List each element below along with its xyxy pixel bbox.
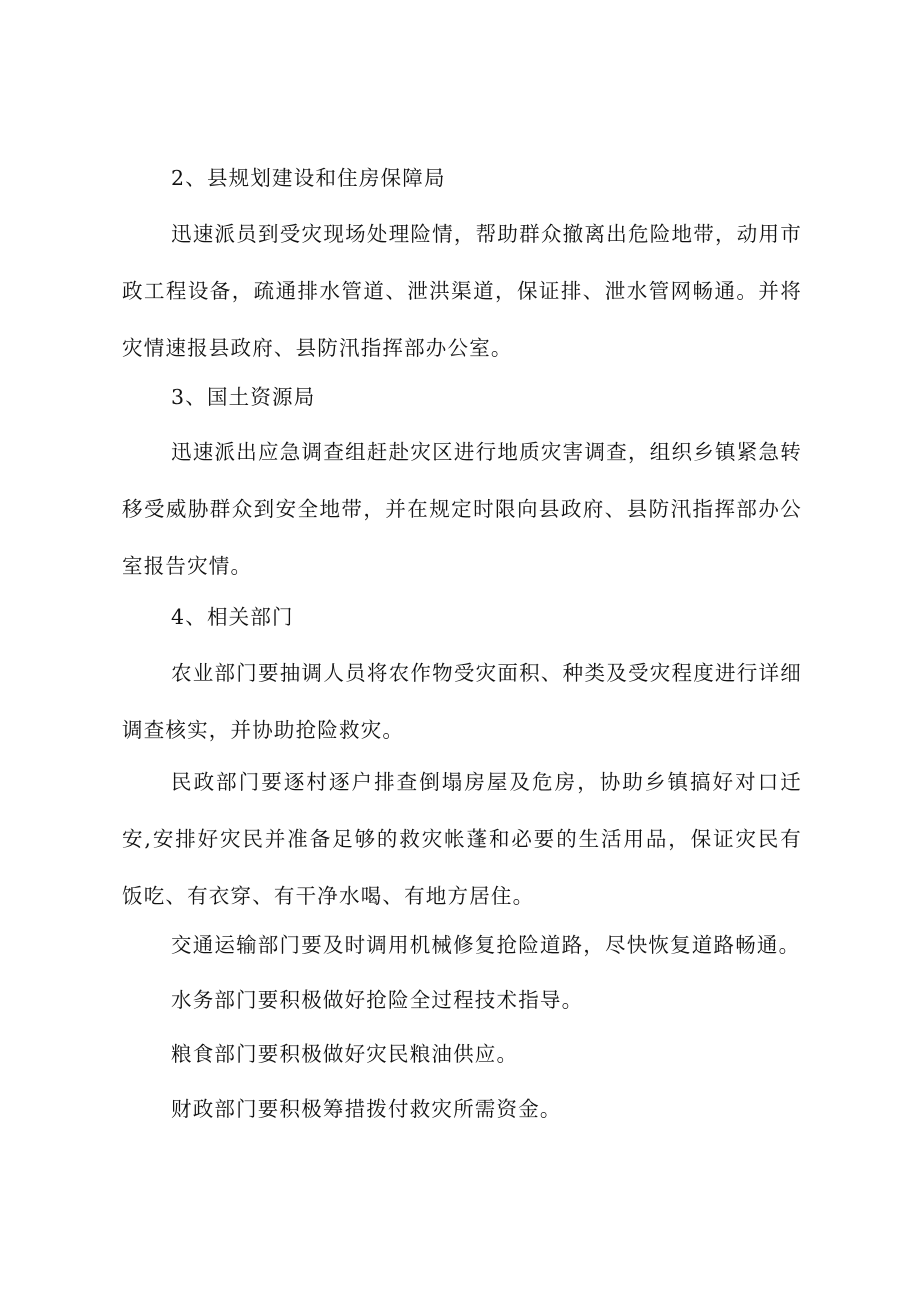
paragraph-finance: 财政部门要积极筹措拨付救灾所需资金。 [171, 1097, 562, 1121]
paragraph-grain: 粮食部门要积极做好灾民粮油供应。 [171, 1042, 519, 1066]
section-heading-2: 2、县规划建设和住房保障局 [171, 166, 446, 190]
paragraph-civil-affairs: 民政部门要逐村逐户排查倒塌房屋及危房，协助乡镇搞好对口迁安,安排好灾民并准备足够的救灾帐蓬和必要的生活用品，保证灾民有饭吃、有衣穿、有干净水喝、有地方居住。 [122, 770, 802, 908]
paragraph-agriculture: 农业部门要抽调人员将农作物受灾面积、种类及受灾程度进行详细调查核实，并协助抢险救灾。 [122, 661, 802, 742]
section-heading-4: 4、相关部门 [171, 605, 294, 629]
section-heading-3: 3、国土资源局 [171, 385, 316, 409]
paragraph-planning-bureau: 迅速派员到受灾现场处理险情，帮助群众撤离出危险地带，动用市政工程设备，疏通排水管道、泄洪渠道，保证排、泄水管网畅通。并将灾情速报县政府、县防汛指挥部办公室。 [122, 222, 802, 360]
paragraph-water-affairs: 水务部门要积极做好抢险全过程技术指导。 [171, 988, 584, 1012]
paragraph-land-resources: 迅速派出应急调查组赶赴灾区进行地质灾害调查，组织乡镇紧急转移受威胁群众到安全地带，并在规定时限向县政府、县防汛指挥部办公室报告灾情。 [122, 440, 802, 578]
paragraph-transport: 交通运输部门要及时调用机械修复抢险道路，尽快恢复道路畅通。 [171, 933, 801, 957]
